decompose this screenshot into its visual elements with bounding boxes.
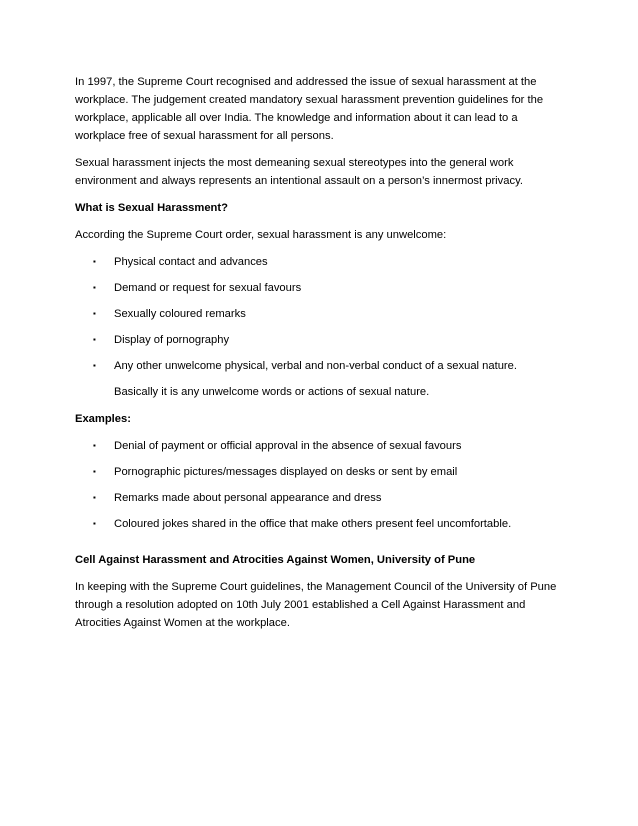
intro-paragraph-2: Sexual harassment injects the most demeaning sexual stereotypes into the general work environment and always represents an intentional assault on a person’s innermost privacy. (75, 157, 523, 187)
list-item (75, 463, 570, 481)
bullet-icon: ▪ (93, 493, 96, 502)
cell-body: In keeping with the Supreme Court guidelines, the Management Council of the University of Pune through a resolution adopted on 10th July 2001 established a Cell Against Harassment and Atrocities Against Women at the workplace. (75, 581, 557, 629)
list-item (75, 489, 570, 507)
list-item (75, 253, 570, 271)
list-item-text: Coloured jokes shared in the office that make others present feel uncomfortable. (114, 518, 512, 530)
list-item (75, 279, 570, 297)
bullet-icon: ▪ (93, 257, 96, 266)
list-item-text: Physical contact and advances (114, 256, 268, 268)
definition-heading: What is Sexual Harassment? (75, 202, 228, 214)
list-item (75, 357, 570, 375)
bullet-icon: ▪ (93, 467, 96, 476)
bullet-icon: ▪ (93, 309, 96, 318)
document-page (75, 73, 570, 641)
list-item-text: Demand or request for sexual favours (114, 282, 302, 294)
definition-lead: According the Supreme Court order, sexual harassment is any unwelcome: (75, 229, 447, 241)
examples-list (75, 437, 570, 533)
bullet-icon: ▪ (93, 361, 96, 370)
bullet-icon: ▪ (93, 519, 96, 528)
list-item (75, 437, 570, 455)
list-item-text: Remarks made about personal appearance and dress (114, 492, 382, 504)
bullet-icon: ▪ (93, 283, 96, 292)
examples-heading: Examples: (75, 413, 131, 425)
list-item-text: Sexually coloured remarks (114, 308, 246, 320)
list-item (75, 305, 570, 323)
bullet-icon: ▪ (93, 335, 96, 344)
list-item-text: Denial of payment or official approval in the absence of sexual favours (114, 440, 462, 452)
cell-heading: Cell Against Harassment and Atrocities Against Women, University of Pune (75, 554, 476, 566)
section-spacer (75, 541, 570, 551)
bullet-icon: ▪ (93, 441, 96, 450)
intro-paragraph-1: In 1997, the Supreme Court recognised and addressed the issue of sexual harassment at the workplace. The judgement created mandatory sexual harassment prevention guidelines for the workplace, applicable all over India. The knowledge and information about it can lead to a workplace free of sexual harassment for all persons. (75, 76, 544, 142)
definition-list (75, 253, 570, 375)
list-item (75, 515, 570, 533)
list-item-text: Any other unwelcome physical, verbal and non-verbal conduct of a sexual nature. (114, 360, 517, 372)
definition-note: Basically it is any unwelcome words or actions of sexual nature. (114, 386, 430, 398)
list-item-text: Pornographic pictures/messages displayed on desks or sent by email (114, 466, 458, 478)
list-item-text: Display of pornography (114, 334, 230, 346)
list-item (75, 331, 570, 349)
